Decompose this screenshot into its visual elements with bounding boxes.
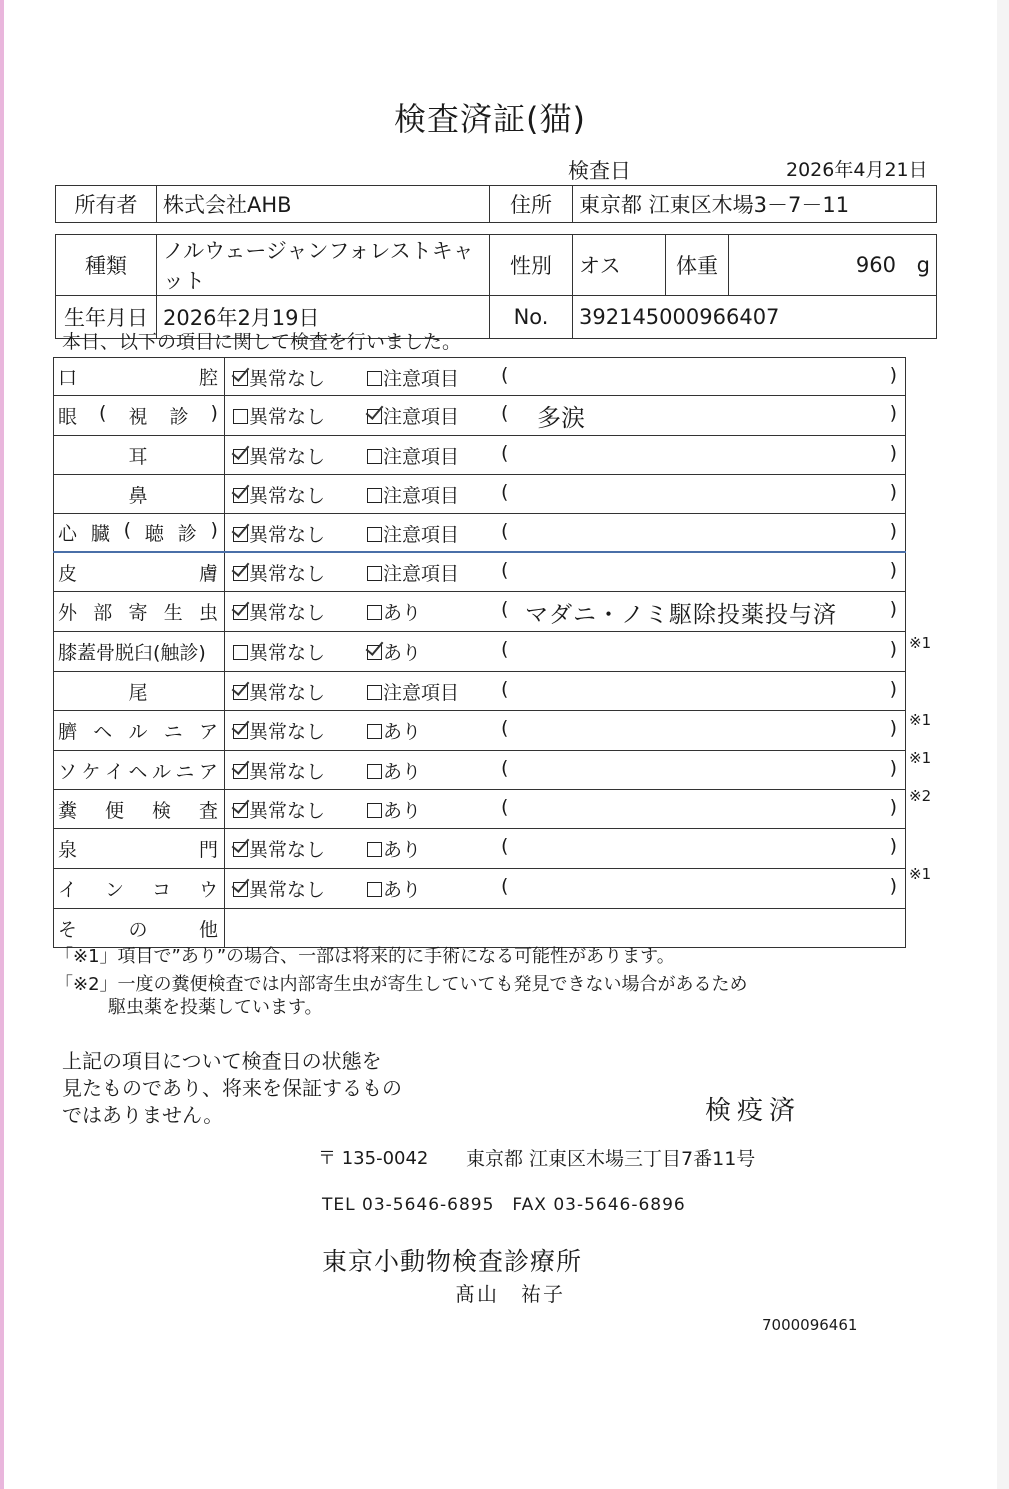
option-label: あり	[383, 721, 422, 743]
document-title: 検査済証(猫)	[394, 100, 586, 138]
checkbox-icon[interactable]	[233, 645, 248, 660]
checkbox-icon[interactable]	[367, 764, 382, 779]
exam-row	[54, 592, 906, 632]
exam-result-cell	[225, 790, 906, 829]
exam-result-cell	[225, 869, 906, 909]
owner-table	[55, 185, 937, 223]
exam-item-label	[54, 672, 225, 711]
paren-open: (	[501, 442, 509, 464]
exam-item-label-part: 心	[58, 523, 78, 545]
exam-result-cell	[225, 751, 906, 790]
exam-row	[54, 632, 906, 672]
exam-item-label	[54, 711, 225, 751]
exam-item-label-part: 泉	[58, 839, 78, 861]
finding-option[interactable]	[367, 402, 459, 429]
option-label: 異常なし	[249, 602, 326, 624]
weight-unit: g	[916, 253, 930, 277]
closing-line-1: 上記の項目について検査日の状態を	[62, 1049, 382, 1073]
footnote-2-cont: 駆虫薬を投薬しています。	[108, 997, 323, 1018]
exam-item-label-part: ン	[104, 879, 124, 901]
exam-item-label	[54, 436, 225, 475]
exam-row	[54, 672, 906, 711]
finding-option[interactable]	[367, 757, 421, 784]
no-abnormality-option[interactable]	[233, 638, 325, 665]
exam-item-label-part: 臍	[58, 721, 78, 743]
postal-code: 〒 135-0042	[318, 1148, 429, 1169]
exam-item-label-part: 診	[169, 406, 189, 428]
finding-option[interactable]	[367, 559, 459, 586]
exam-result-cell	[225, 514, 906, 553]
no-abnormality-option[interactable]	[233, 481, 325, 508]
checked-checkbox-icon[interactable]	[233, 605, 248, 620]
checkbox-icon[interactable]	[233, 409, 248, 424]
closing-line-2: 見たものであり、将来を保証するもの	[62, 1076, 402, 1100]
paren-close: )	[889, 875, 897, 897]
option-label: 異常なし	[249, 682, 326, 704]
paren-close: )	[889, 520, 897, 542]
checked-checkbox-icon[interactable]	[233, 449, 248, 464]
exam-item-label-part: ア	[198, 760, 218, 783]
exam-result-cell	[225, 711, 906, 751]
no-abnormality-option[interactable]	[233, 796, 325, 823]
exam-row	[54, 711, 906, 751]
footnote-mark: ※2	[909, 787, 932, 805]
checkbox-icon[interactable]	[367, 449, 382, 464]
exam-date: 2026年4月21日	[786, 159, 928, 181]
checkbox-icon[interactable]	[367, 605, 382, 620]
weight-value: 960	[855, 253, 896, 277]
paren-open: (	[501, 678, 509, 700]
exam-item-label	[54, 869, 225, 909]
clinic-address: 東京都 江東区木場三丁目7番11号	[466, 1148, 756, 1170]
exam-item-label	[54, 829, 225, 869]
finding-option[interactable]	[367, 835, 421, 862]
exam-table	[53, 357, 906, 948]
paren-open: (	[501, 717, 509, 739]
option-label: 注意項目	[383, 368, 460, 390]
exam-item-label	[54, 751, 225, 790]
checked-checkbox-icon[interactable]	[233, 371, 248, 386]
checkbox-icon[interactable]	[367, 527, 382, 542]
paren-open: (	[501, 598, 509, 620]
checked-checkbox-icon[interactable]	[233, 685, 248, 700]
no-abnormality-option[interactable]	[233, 678, 325, 705]
paren-open: (	[501, 875, 509, 897]
option-label: 注意項目	[383, 682, 460, 704]
page-edge-left	[0, 0, 4, 1489]
exam-item-label-part: コ	[151, 879, 171, 901]
checkbox-icon[interactable]	[367, 488, 382, 503]
exam-item-label-part: ソ	[58, 760, 78, 783]
exam-result-cell	[225, 436, 906, 475]
checkbox-icon[interactable]	[367, 566, 382, 581]
exam-item-label-part: )	[210, 402, 218, 424]
option-label: 異常なし	[249, 839, 326, 861]
animal-table	[55, 234, 937, 339]
exam-item-label-part: ア	[198, 721, 218, 743]
no-abnormality-option[interactable]	[233, 559, 325, 586]
checked-checkbox-icon[interactable]	[367, 409, 382, 424]
exam-item-label-part: 視	[128, 406, 148, 428]
checkbox-icon[interactable]	[367, 882, 382, 897]
exam-item-label-part: ヘ	[93, 721, 113, 743]
exam-item-label-part: 糞	[58, 799, 78, 822]
no-abnormality-option[interactable]	[233, 598, 325, 625]
finding-option[interactable]	[367, 717, 421, 744]
sex-label: 性別	[490, 235, 573, 296]
exam-item-label-part: 便	[104, 799, 124, 822]
option-label: 異常なし	[249, 563, 326, 585]
exam-item-label	[54, 632, 225, 672]
exam-row	[54, 552, 906, 592]
checkbox-icon[interactable]	[367, 842, 382, 857]
intro-text: 本日、以下の項目に関して検査を行いました。	[62, 331, 462, 353]
exam-item-label-part: 耳	[128, 445, 148, 468]
no-abnormality-option[interactable]	[233, 364, 325, 391]
exam-item-label	[54, 358, 225, 396]
paren-close: )	[889, 559, 897, 581]
option-label: 異常なし	[249, 761, 326, 783]
checkbox-icon[interactable]	[367, 685, 382, 700]
exam-row	[54, 829, 906, 869]
paren-close: )	[889, 678, 897, 700]
exam-item-label-part: 腔	[198, 367, 218, 389]
paren-open: (	[501, 520, 509, 542]
breed-label: 種類	[56, 235, 157, 296]
option-label: あり	[383, 839, 422, 861]
owner-label: 所有者	[56, 186, 157, 223]
exam-item-label-part: 口	[58, 367, 78, 389]
option-label: 異常なし	[249, 485, 326, 507]
weight-cell	[729, 235, 937, 296]
option-label: 異常なし	[249, 368, 326, 390]
no-label: No.	[490, 296, 573, 339]
no-abnormality-option[interactable]	[233, 875, 325, 902]
footnote-mark: ※1	[909, 749, 932, 767]
exam-row	[54, 475, 906, 514]
paren-open: (	[501, 638, 509, 660]
exam-item-label-part: 膚	[198, 562, 218, 585]
exam-item-label	[54, 552, 225, 592]
footnote-2: 「※2」一度の糞便検査では内部寄生虫が寄生していても発見できない場合があるため	[55, 974, 748, 995]
exam-row	[54, 790, 906, 829]
option-label: 異常なし	[249, 406, 326, 428]
finding-option[interactable]	[367, 364, 459, 391]
clinic-name: 東京小動物検査診療所	[322, 1247, 583, 1276]
quarantine-stamp: 検疫済	[705, 1096, 802, 1126]
option-label: 注意項目	[383, 524, 460, 546]
option-label: 異常なし	[249, 642, 326, 664]
option-label: 異常なし	[249, 879, 326, 901]
exam-row	[54, 869, 906, 909]
exam-item-label-part: 虫	[198, 602, 218, 624]
exam-item-label-part: 生	[163, 602, 183, 624]
exam-row	[54, 514, 906, 553]
no-abnormality-option[interactable]	[233, 442, 325, 469]
exam-item-label-part: ル	[151, 760, 171, 783]
option-label: 異常なし	[249, 524, 326, 546]
exam-row	[54, 436, 906, 475]
exam-item-label-part: 外	[58, 602, 78, 624]
exam-item-label	[54, 790, 225, 829]
exam-result-cell	[225, 552, 906, 592]
exam-row	[54, 751, 906, 790]
exam-item-label-part: そ	[58, 918, 78, 941]
checked-checkbox-icon[interactable]	[367, 645, 382, 660]
exam-note: マダニ・ノミ駆除投薬投与済	[525, 602, 837, 628]
footnote-mark: ※1	[909, 634, 932, 652]
weight-label: 体重	[666, 235, 729, 296]
finding-option[interactable]	[367, 796, 421, 823]
checked-checkbox-icon[interactable]	[233, 724, 248, 739]
exam-date-label: 検査日	[568, 159, 631, 183]
exam-item-label-part: (	[123, 519, 132, 541]
option-label: 注意項目	[383, 446, 460, 468]
exam-item-label-part: ウ	[198, 879, 218, 901]
paren-open: (	[501, 481, 509, 503]
option-label: 異常なし	[249, 446, 326, 468]
exam-item-label-part: (	[99, 402, 107, 424]
sex-value: オス	[573, 235, 666, 296]
paren-close: )	[889, 402, 897, 424]
exam-item-label-part: 鼻	[128, 484, 148, 507]
exam-item-label-part: ニ	[175, 760, 195, 783]
exam-item-label	[54, 475, 225, 514]
paren-open: (	[501, 835, 509, 857]
no-value: 392145000966407	[573, 296, 937, 339]
paren-open: (	[501, 364, 509, 386]
exam-row	[54, 396, 906, 436]
option-label: あり	[383, 761, 422, 783]
document-code: 7000096461	[762, 1316, 858, 1334]
address-value: 東京都 江東区木場3－7－11	[573, 186, 937, 223]
exam-result-cell	[225, 632, 906, 672]
option-label: 異常なし	[249, 800, 326, 822]
finding-option[interactable]	[367, 520, 459, 547]
checked-checkbox-icon[interactable]	[233, 842, 248, 857]
paren-close: )	[889, 364, 897, 386]
exam-item-label-part: 尾	[128, 681, 148, 704]
paren-open: (	[501, 796, 509, 818]
paren-close: )	[889, 638, 897, 660]
exam-item-label-part: ニ	[163, 721, 183, 743]
option-label: あり	[383, 642, 422, 664]
finding-option[interactable]	[367, 442, 459, 469]
no-abnormality-option[interactable]	[233, 835, 325, 862]
exam-result-cell	[225, 672, 906, 711]
paren-close: )	[889, 757, 897, 779]
footnote-1: 「※1」項目で”あり”の場合、一部は将来的に手術になる可能性があります。	[55, 946, 675, 967]
checkbox-icon[interactable]	[367, 371, 382, 386]
option-label: あり	[383, 879, 422, 901]
exam-item-label-part: 査	[198, 799, 218, 822]
exam-result-cell	[225, 829, 906, 869]
exam-item-label-part: )	[210, 519, 218, 541]
checked-checkbox-icon[interactable]	[233, 764, 248, 779]
option-label: あり	[383, 602, 422, 624]
exam-item-label-part: ヘ	[128, 760, 148, 783]
option-label: 注意項目	[383, 563, 460, 585]
doctor-name: 髙山 祐子	[455, 1282, 565, 1306]
checked-checkbox-icon[interactable]	[233, 527, 248, 542]
finding-option[interactable]	[367, 678, 459, 705]
finding-option[interactable]	[367, 598, 421, 625]
paren-open: (	[501, 402, 509, 424]
exam-row	[54, 358, 906, 396]
option-label: あり	[383, 800, 422, 822]
exam-item-label-part: 膝蓋骨脱臼(触診)	[58, 642, 206, 664]
paren-close: )	[889, 717, 897, 739]
exam-result-cell	[225, 396, 906, 436]
paren-close: )	[889, 796, 897, 818]
birth-value: 2026年2月19日	[157, 296, 490, 339]
no-abnormality-option[interactable]	[233, 717, 325, 744]
finding-option[interactable]	[367, 875, 421, 902]
checkbox-icon[interactable]	[367, 724, 382, 739]
page-edge-right	[997, 0, 1009, 1489]
paren-open: (	[501, 559, 509, 581]
owner-value: 株式会社AHB	[157, 186, 490, 223]
finding-option[interactable]	[367, 638, 421, 665]
exam-note: 多涙	[537, 404, 585, 432]
exam-item-label-part: 臓	[90, 523, 110, 545]
option-label: 異常なし	[249, 721, 326, 743]
breed-value: ノルウェージャンフォレストキャット	[157, 235, 490, 296]
footnote-mark: ※1	[909, 711, 932, 729]
exam-item-label-part: 聴	[144, 523, 164, 545]
checked-checkbox-icon[interactable]	[233, 566, 248, 581]
exam-item-label-part: ケ	[81, 760, 101, 783]
exam-item-label-part: イ	[58, 879, 78, 901]
option-label: 注意項目	[383, 485, 460, 507]
footnote-mark: ※1	[909, 865, 932, 883]
exam-item-label-part: ル	[128, 721, 148, 743]
birth-label: 生年月日	[56, 296, 157, 339]
exam-result-cell	[225, 592, 906, 632]
exam-item-label-part: 寄	[128, 602, 148, 624]
paren-close: )	[889, 835, 897, 857]
exam-result-cell	[225, 475, 906, 514]
exam-item-label	[54, 396, 225, 436]
exam-item-label-part: の	[128, 918, 148, 941]
closing-line-3: ではありません。	[62, 1103, 224, 1127]
exam-item-label-part: イ	[104, 760, 124, 783]
finding-option[interactable]	[367, 481, 459, 508]
address-label: 住所	[490, 186, 573, 223]
checked-checkbox-icon[interactable]	[233, 882, 248, 897]
no-abnormality-option[interactable]	[233, 520, 325, 547]
exam-item-label-part: 検	[151, 799, 171, 822]
paren-open: (	[501, 757, 509, 779]
paren-close: )	[889, 598, 897, 620]
no-abnormality-option[interactable]	[233, 402, 325, 429]
option-label: 注意項目	[383, 406, 460, 428]
exam-item-label-part: 他	[198, 918, 218, 941]
exam-item-label-part: 皮	[58, 562, 78, 585]
exam-item-label-part: 眼	[58, 406, 78, 428]
checked-checkbox-icon[interactable]	[233, 488, 248, 503]
paren-close: )	[889, 481, 897, 503]
checked-checkbox-icon[interactable]	[233, 803, 248, 818]
exam-item-label	[54, 592, 225, 632]
exam-item-label-part: 門	[198, 839, 218, 861]
exam-item-label	[54, 514, 225, 553]
tel-fax: TEL 03-5646-6895 FAX 03-5646-6896	[322, 1195, 686, 1215]
exam-result-cell	[225, 358, 906, 396]
checkbox-icon[interactable]	[367, 803, 382, 818]
no-abnormality-option[interactable]	[233, 757, 325, 784]
exam-item-label-part: 部	[93, 602, 113, 624]
paren-close: )	[889, 442, 897, 464]
exam-item-label-part: 診	[177, 523, 197, 545]
